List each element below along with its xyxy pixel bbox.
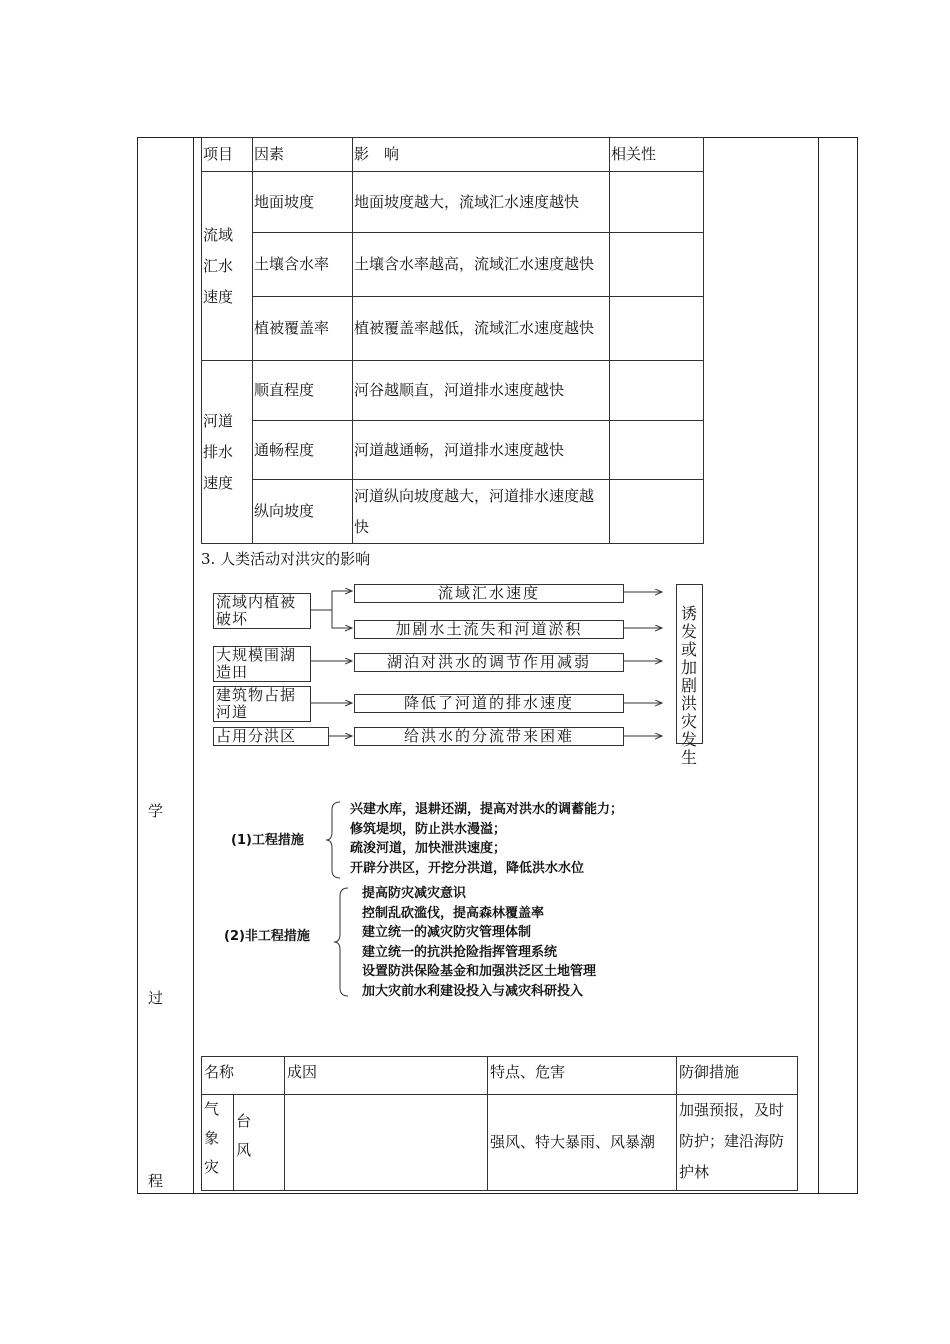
effect-box-diversion: 给洪水的分流带来困难 [354,727,624,746]
engineering-measures-list [350,800,623,878]
feature-cell: 强风、特大暴雨、风暴潮 [488,1095,677,1191]
header-cause: 成因 [285,1057,488,1095]
factor-cell: 土壤含水率 [253,233,353,297]
effect-cell: 地面坡度越大，流域汇水速度越快 [353,172,610,233]
outer-label-cheng: 程 [148,1172,164,1190]
effect-box-erosion: 加剧水土流失和河道淤积 [354,620,624,639]
measure-item: 兴建水库，退耕还湖，提高对洪水的调蓄能力； [350,802,624,817]
header-relevance: 相关性 [610,138,704,172]
effect-cell: 土壤含水率越高，流域汇水速度越快 [353,233,610,297]
non-engineering-brace [332,886,352,998]
engineering-brace [324,800,344,880]
flood-factors-table [201,137,704,544]
factor-cell: 地面坡度 [253,172,353,233]
header-defense: 防御措施 [677,1057,798,1095]
outer-label-xue: 学 [148,802,164,820]
non-engineering-measures-list [362,884,596,1001]
outer-frame-mid-right [818,137,819,1194]
measure-item: 修筑堤坝，防止洪水漫溢； [350,821,507,837]
non-engineering-measures-label: (2)非工程措施 [224,929,310,944]
header-factor: 因素 [253,138,353,172]
cause-box-flood-area: 占用分洪区 [213,727,329,746]
cause-box-lake-reclamation: 大规模围湖造田 [213,646,311,682]
measure-item: 建立统一的抗洪抢险指挥管理系统 [362,944,558,960]
outer-frame-bottom [137,1193,858,1194]
cause-box-buildings: 建筑物占据河道 [213,686,311,722]
measure-item: 建立统一的减灾防灾管理体制 [362,925,532,940]
cause-box-vegetation: 流域内植被破坏 [213,593,311,629]
effect-box-lake: 湖泊对洪水的调节作用减弱 [354,653,624,672]
header-effect: 影 响 [353,138,610,172]
relevance-cell [610,421,704,480]
outer-frame-left [137,137,138,1194]
measure-item: 提高防灾减灾意识 [362,886,467,901]
outer-label-guo: 过 [148,989,164,1007]
cause-cell [285,1095,488,1191]
factor-cell: 顺直程度 [253,361,353,421]
group-name-catchment: 流域 汇水 速度 [202,172,253,361]
engineering-measures-label: (1)工程措施 [231,833,304,848]
factor-cell: 通畅程度 [253,421,353,480]
measure-item: 控制乱砍滥伐，提高森林覆盖率 [362,905,545,921]
measure-item: 疏浚河道，加快泄洪速度； [350,841,507,856]
effect-cell: 植被覆盖率越低，流域汇水速度越快 [353,297,610,361]
group-name-channel: 河道 排水 速度 [202,361,253,544]
outer-frame-right [857,137,858,1194]
relevance-cell [610,297,704,361]
header-item: 项目 [202,138,253,172]
relevance-cell [610,233,704,297]
header-name: 名称 [202,1057,285,1095]
effect-box-catchment: 流域汇水速度 [354,584,624,603]
relevance-cell [610,172,704,233]
factor-cell: 植被覆盖率 [253,297,353,361]
factor-cell: 纵向坡度 [253,480,353,544]
header-feature: 特点、危害 [488,1057,677,1095]
result-box [676,584,703,767]
defense-cell: 加强预报，及时防护；建沿海防护林 [677,1095,798,1191]
effect-cell: 河道纵向坡度越大，河道排水速度越快 [353,480,610,544]
measure-item: 设置防洪保险基金和加强洪泛区土地管理 [362,964,597,979]
effect-box-drainage: 降低了河道的排水速度 [354,694,624,713]
measure-item: 开辟分洪区，开挖分洪道，降低洪水水位 [350,860,585,876]
relevance-cell [610,361,704,421]
measure-item: 加大灾前水利建设投入与减灾科研投入 [362,983,584,999]
category-cell: 气 象 灾 [202,1095,234,1191]
outer-frame-mid-left [193,137,194,1194]
section3-title: 3. 人类活动对洪灾的影响 [201,550,371,568]
effect-cell: 河道越通畅，河道排水速度越快 [353,421,610,480]
type-cell: 台 风 [234,1095,285,1191]
relevance-cell [610,480,704,544]
effect-cell: 河谷越顺直，河道排水速度越快 [353,361,610,421]
result-text: 诱发或加剧洪灾发生 [681,604,699,767]
disaster-table [201,1056,798,1191]
